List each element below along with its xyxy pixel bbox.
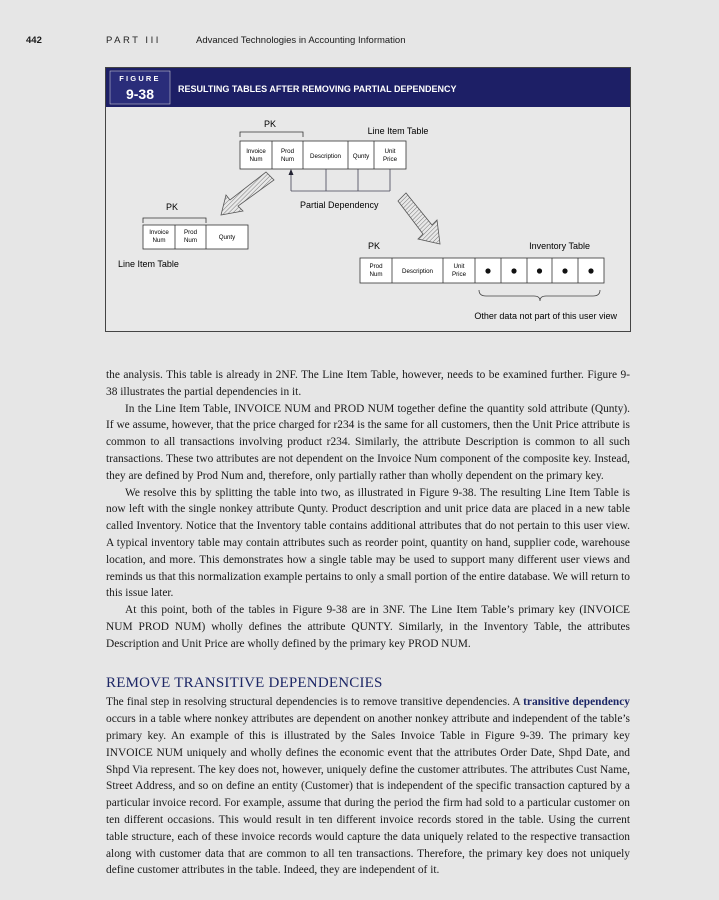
figure-diagram [106, 68, 630, 331]
body-text [106, 367, 630, 879]
paragraph-4: At this point, both of the tables in Figure 9-38 are in 3NF. The Line Item Table’s primary key (INVOICE NUM PROD NUM) wholly defines the attribute QUNTY. Similarly, in the Inventory Table, the attributes Description and Unit Price are wholly defined by the primary key PROD NUM. [106, 604, 630, 650]
top-col-description: Description [310, 153, 341, 160]
right-col-unit: Unit [453, 263, 465, 270]
left-table-name: Line Item Table [118, 259, 179, 269]
figure-9-38 [105, 67, 631, 332]
top-col-unit-2: Price [382, 156, 398, 163]
left-col-qunty: Qunty [218, 234, 236, 241]
top-col-unit: Unit [384, 148, 396, 155]
figure-number: 9-38 [125, 86, 155, 102]
top-col-qunty: Qunty [352, 153, 370, 160]
partial-dependency-label: Partial Dependency [300, 200, 379, 210]
left-col-invoice: Invoice [149, 229, 169, 236]
figure-label: FIGURE [119, 74, 161, 83]
split-arrow-left [221, 172, 274, 215]
split-arrow-right [398, 193, 440, 244]
paragraph-1: the analysis. This table is already in 2NF. The Line Item Table, however, needs to be examined further. Figure 9-38 illustrates the partial dependencies in it. [106, 369, 630, 398]
right-col-description: Description [402, 268, 433, 275]
page-number: 442 [26, 35, 42, 46]
paragraph-3: We resolve this by splitting the table into two, as illustrated in Figure 9-38. The resulting Line Item Table is now left with the single nonkey attribute Qunty. Product description and unit price data are placed in a new table called Inventory. Notice that the Inventory table contains additional attributes that do not pertain to this user view. A typical inventory table may contain attributes such as reorder point, quantity on hand, supplier code, warehouse location, and more. This demonstrates how a single table may be used to support many different user views and reminds us that this normalization example pertains to only a small portion of the entire database. We will return to this issue later. [106, 486, 630, 600]
top-col-invoice: Invoice [246, 148, 266, 155]
top-col-prod-2: Num [280, 156, 295, 163]
other-data-label: Other data not part of this user view [474, 311, 617, 321]
running-header [0, 35, 719, 49]
right-col-unit-2: Price [451, 271, 467, 278]
right-col-prod-2: Num [369, 271, 383, 278]
right-table-name: Inventory Table [529, 241, 590, 251]
keyword-transitive-dependency: transitive dependency [523, 696, 630, 709]
paragraph-5 [106, 694, 630, 879]
partial-dependency-lines [291, 169, 390, 191]
arrowhead-up [289, 169, 294, 175]
left-pk-bracket [143, 218, 206, 223]
figure-caption: RESULTING TABLES AFTER REMOVING PARTIAL DEPENDENCY [178, 84, 457, 94]
left-col-invoice-2: Num [152, 237, 166, 244]
top-table-name: Line Item Table [367, 126, 429, 136]
chapter-title: Advanced Technologies in Accounting Information [196, 35, 406, 46]
paragraph-5-start: The final step in resolving structural dependencies is to remove transitive dependencies. A [106, 696, 520, 709]
right-pk-label: PK [368, 241, 381, 251]
part-label: PART III [106, 35, 161, 46]
top-pk-bracket [240, 132, 303, 137]
section-heading: REMOVE TRANSITIVE DEPENDENCIES [106, 674, 383, 691]
paragraph-5-rest: occurs in a table where nonkey attributes are dependent on another nonkey attribute and independent of the table’s primary key. An example of this is illustrated by the Sales Invoice Table in Figure 9-39. The primary key INVOICE NUM uniquely and wholly defines the economic event that the attributes Order Date, Shpd Date, and Shpd Via represent. The key does not, however, uniquely define the customer attributes. The attributes Cust Name, Street Address, and so on define an entity (Customer) that is independent of the specific transaction captured by a particular invoice record. For example, assume that during the period the firm had sold to a particular customer on ten different occasions. This would result in ten different invoice records stored in the table. Using the current table structure, each of these invoice records would capture the data uniquely related to the respective transaction along with customer data that are common to all ten transactions. Therefore, the primary key does not uniquely define customer attributes in the table. Indeed, they are independent of it. [106, 713, 630, 877]
left-col-prod: Prod [183, 229, 198, 236]
top-col-invoice-2: Num [249, 156, 263, 163]
top-pk-label: PK [263, 119, 277, 129]
right-col-prod: Prod [369, 263, 383, 270]
left-pk-label: PK [165, 202, 179, 212]
other-data-brace [479, 290, 600, 301]
paragraph-2: In the Line Item Table, INVOICE NUM and PROD NUM together define the quantity sold attribute (Qunty). If we assume, however, that the price charged for r234 is the same for all customers, then the Unit Price attribute is common to all transactions involving product r234. Similarly, the attribute Description is common to all such transactions. These two attributes are not dependent on the Invoice Num component of the composite key. Instead, they are defined by Prod Num and, therefore, only partially rather than wholly dependent on the primary key. [106, 402, 630, 482]
top-col-prod: Prod [280, 148, 295, 155]
left-col-prod-2: Num [183, 237, 198, 244]
